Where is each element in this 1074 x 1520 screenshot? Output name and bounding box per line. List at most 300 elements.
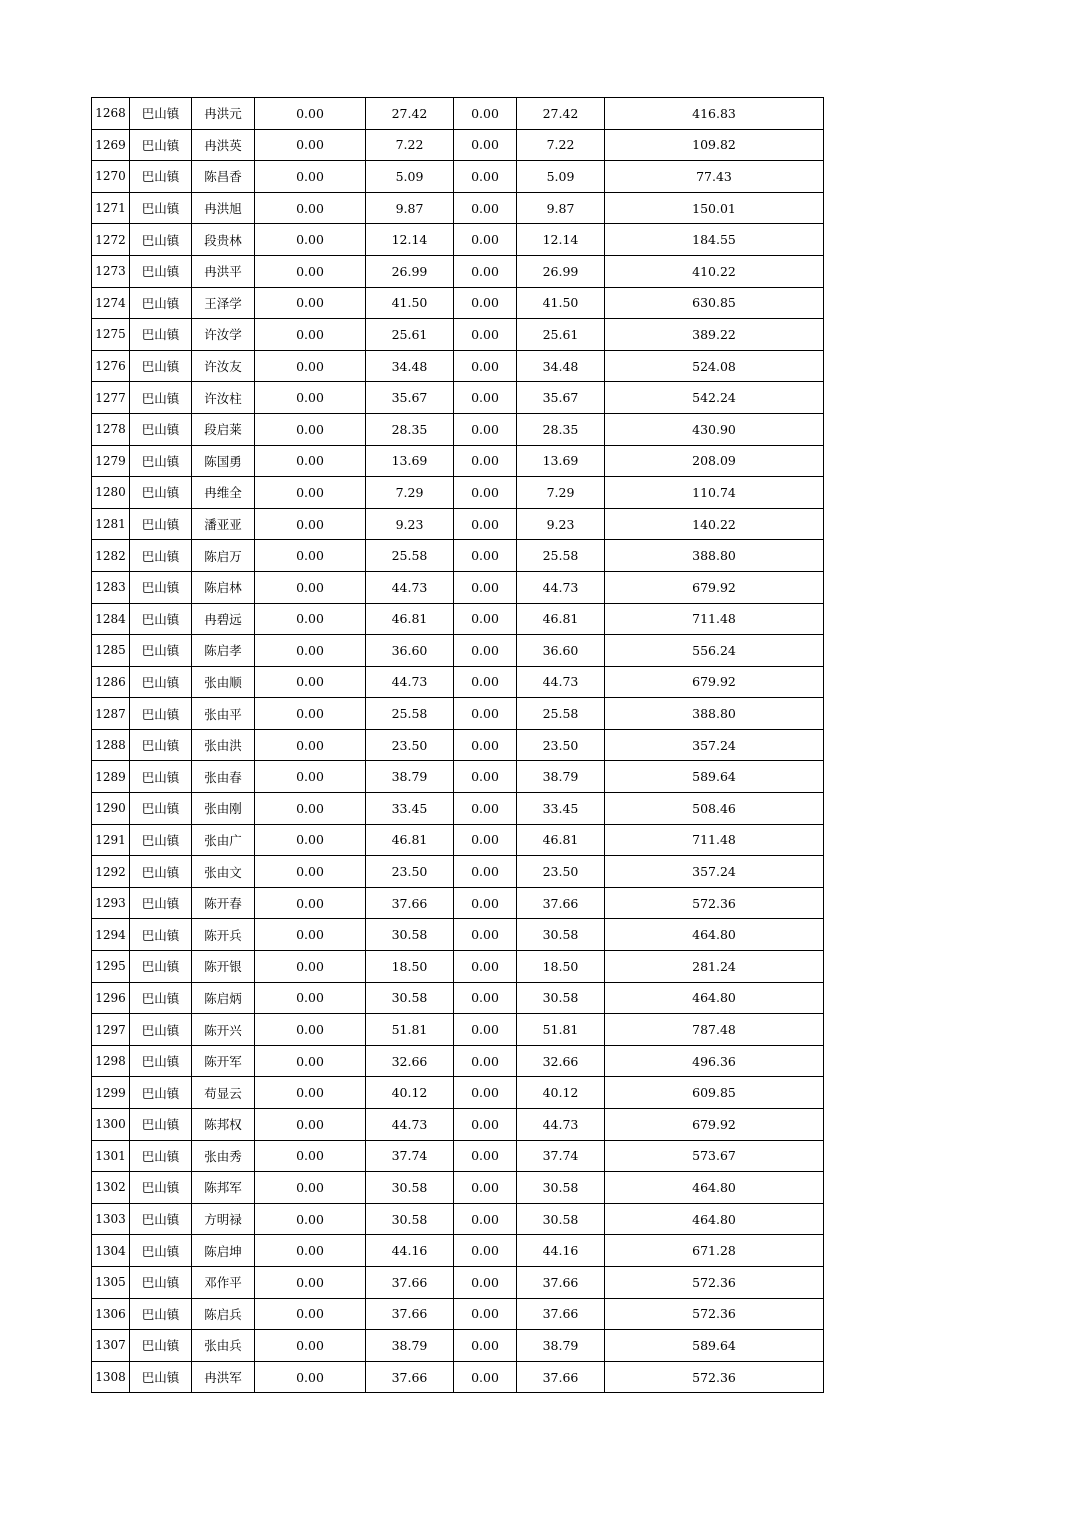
row-number: 1286 [92,666,130,698]
row-number: 1282 [92,540,130,572]
name-cell: 陈启孝 [192,635,255,667]
amount-cell: 464.80 [605,1172,824,1204]
name-cell: 方明禄 [192,1203,255,1235]
table-row [92,1330,824,1362]
name-cell: 张由洪 [192,729,255,761]
value-cell-3: 0.00 [454,413,517,445]
amount-cell: 109.82 [605,129,824,161]
value-cell-4: 18.50 [517,951,605,983]
value-cell-4: 41.50 [517,287,605,319]
value-cell-4: 34.48 [517,350,605,382]
value-cell-1: 0.00 [255,161,366,193]
value-cell-4: 32.66 [517,1045,605,1077]
row-number: 1302 [92,1172,130,1204]
value-cell-2: 32.66 [366,1045,454,1077]
table-row [92,666,824,698]
name-cell: 冉洪平 [192,255,255,287]
amount-cell: 542.24 [605,382,824,414]
row-number: 1277 [92,382,130,414]
value-cell-4: 30.58 [517,1203,605,1235]
name-cell: 冉洪军 [192,1361,255,1393]
value-cell-4: 13.69 [517,445,605,477]
town-cell: 巴山镇 [130,1140,192,1172]
value-cell-2: 9.23 [366,508,454,540]
table-row [92,824,824,856]
amount-cell: 556.24 [605,635,824,667]
value-cell-1: 0.00 [255,856,366,888]
town-cell: 巴山镇 [130,571,192,603]
value-cell-4: 30.58 [517,982,605,1014]
value-cell-1: 0.00 [255,98,366,130]
value-cell-4: 25.61 [517,319,605,351]
value-cell-1: 0.00 [255,1045,366,1077]
value-cell-2: 44.73 [366,571,454,603]
town-cell: 巴山镇 [130,1266,192,1298]
town-cell: 巴山镇 [130,698,192,730]
town-cell: 巴山镇 [130,255,192,287]
name-cell: 冉维全 [192,477,255,509]
value-cell-4: 36.60 [517,635,605,667]
value-cell-2: 46.81 [366,603,454,635]
amount-cell: 416.83 [605,98,824,130]
value-cell-3: 0.00 [454,1077,517,1109]
name-cell: 张由兵 [192,1330,255,1362]
row-number: 1283 [92,571,130,603]
value-cell-3: 0.00 [454,129,517,161]
value-cell-3: 0.00 [454,1235,517,1267]
value-cell-2: 7.29 [366,477,454,509]
table-row [92,1014,824,1046]
value-cell-2: 25.58 [366,540,454,572]
table-row [92,540,824,572]
value-cell-4: 37.66 [517,887,605,919]
name-cell: 张由文 [192,856,255,888]
amount-cell: 589.64 [605,1330,824,1362]
name-cell: 陈国勇 [192,445,255,477]
amount-cell: 464.80 [605,982,824,1014]
value-cell-2: 30.58 [366,982,454,1014]
amount-cell: 630.85 [605,287,824,319]
town-cell: 巴山镇 [130,729,192,761]
table-row [92,129,824,161]
value-cell-1: 0.00 [255,477,366,509]
value-cell-3: 0.00 [454,1361,517,1393]
value-cell-2: 33.45 [366,793,454,825]
table-row [92,255,824,287]
value-cell-1: 0.00 [255,1266,366,1298]
table-row [92,603,824,635]
table-row [92,1266,824,1298]
value-cell-1: 0.00 [255,919,366,951]
value-cell-4: 23.50 [517,729,605,761]
value-cell-3: 0.00 [454,255,517,287]
value-cell-1: 0.00 [255,319,366,351]
name-cell: 张由顺 [192,666,255,698]
table-body [92,98,824,1393]
row-number: 1306 [92,1298,130,1330]
town-cell: 巴山镇 [130,635,192,667]
row-number: 1287 [92,698,130,730]
town-cell: 巴山镇 [130,1235,192,1267]
value-cell-2: 13.69 [366,445,454,477]
table-row [92,1109,824,1141]
row-number: 1279 [92,445,130,477]
town-cell: 巴山镇 [130,477,192,509]
town-cell: 巴山镇 [130,1330,192,1362]
value-cell-4: 40.12 [517,1077,605,1109]
value-cell-3: 0.00 [454,1014,517,1046]
table-row [92,1361,824,1393]
value-cell-2: 30.58 [366,1203,454,1235]
value-cell-3: 0.00 [454,477,517,509]
value-cell-4: 9.87 [517,192,605,224]
value-cell-2: 41.50 [366,287,454,319]
table-row [92,98,824,130]
name-cell: 陈启坤 [192,1235,255,1267]
amount-cell: 496.36 [605,1045,824,1077]
value-cell-3: 0.00 [454,887,517,919]
value-cell-2: 28.35 [366,413,454,445]
amount-cell: 572.36 [605,1298,824,1330]
value-cell-1: 0.00 [255,1109,366,1141]
value-cell-1: 0.00 [255,635,366,667]
value-cell-4: 37.66 [517,1266,605,1298]
amount-cell: 711.48 [605,603,824,635]
row-number: 1301 [92,1140,130,1172]
value-cell-1: 0.00 [255,508,366,540]
town-cell: 巴山镇 [130,413,192,445]
table-row [92,919,824,951]
value-cell-3: 0.00 [454,856,517,888]
value-cell-2: 37.74 [366,1140,454,1172]
value-cell-3: 0.00 [454,824,517,856]
name-cell: 张由秀 [192,1140,255,1172]
town-cell: 巴山镇 [130,1045,192,1077]
town-cell: 巴山镇 [130,98,192,130]
row-number: 1273 [92,255,130,287]
value-cell-2: 40.12 [366,1077,454,1109]
amount-cell: 389.22 [605,319,824,351]
value-cell-2: 30.58 [366,919,454,951]
value-cell-3: 0.00 [454,1172,517,1204]
value-cell-2: 25.61 [366,319,454,351]
name-cell: 陈开春 [192,887,255,919]
town-cell: 巴山镇 [130,382,192,414]
value-cell-1: 0.00 [255,1203,366,1235]
value-cell-1: 0.00 [255,824,366,856]
row-number: 1271 [92,192,130,224]
town-cell: 巴山镇 [130,508,192,540]
row-number: 1276 [92,350,130,382]
town-cell: 巴山镇 [130,445,192,477]
name-cell: 陈昌香 [192,161,255,193]
value-cell-1: 0.00 [255,1077,366,1109]
name-cell: 陈启万 [192,540,255,572]
value-cell-2: 30.58 [366,1172,454,1204]
value-cell-4: 46.81 [517,603,605,635]
value-cell-4: 38.79 [517,761,605,793]
value-cell-4: 25.58 [517,698,605,730]
name-cell: 冉洪英 [192,129,255,161]
value-cell-4: 23.50 [517,856,605,888]
amount-cell: 679.92 [605,1109,824,1141]
value-cell-3: 0.00 [454,508,517,540]
value-cell-4: 35.67 [517,382,605,414]
value-cell-3: 0.00 [454,1140,517,1172]
value-cell-1: 0.00 [255,382,366,414]
value-cell-2: 9.87 [366,192,454,224]
value-cell-4: 33.45 [517,793,605,825]
value-cell-1: 0.00 [255,729,366,761]
table-row [92,571,824,603]
value-cell-4: 44.73 [517,571,605,603]
name-cell: 冉洪元 [192,98,255,130]
value-cell-3: 0.00 [454,98,517,130]
value-cell-2: 37.66 [366,1361,454,1393]
amount-cell: 357.24 [605,729,824,761]
amount-cell: 208.09 [605,445,824,477]
row-number: 1296 [92,982,130,1014]
row-number: 1284 [92,603,130,635]
table-row [92,1045,824,1077]
row-number: 1294 [92,919,130,951]
name-cell: 冉洪旭 [192,192,255,224]
row-number: 1295 [92,951,130,983]
value-cell-3: 0.00 [454,224,517,256]
table-row [92,287,824,319]
name-cell: 邓作平 [192,1266,255,1298]
town-cell: 巴山镇 [130,319,192,351]
value-cell-1: 0.00 [255,603,366,635]
value-cell-3: 0.00 [454,1109,517,1141]
value-cell-2: 35.67 [366,382,454,414]
value-cell-3: 0.00 [454,982,517,1014]
amount-cell: 430.90 [605,413,824,445]
row-number: 1291 [92,824,130,856]
name-cell: 张由刚 [192,793,255,825]
value-cell-3: 0.00 [454,1330,517,1362]
value-cell-4: 46.81 [517,824,605,856]
row-number: 1292 [92,856,130,888]
name-cell: 陈开兵 [192,919,255,951]
amount-cell: 281.24 [605,951,824,983]
amount-cell: 787.48 [605,1014,824,1046]
table-row [92,635,824,667]
town-cell: 巴山镇 [130,224,192,256]
value-cell-4: 30.58 [517,1172,605,1204]
row-number: 1274 [92,287,130,319]
name-cell: 陈开军 [192,1045,255,1077]
value-cell-3: 0.00 [454,1266,517,1298]
table-row [92,1235,824,1267]
value-cell-3: 0.00 [454,350,517,382]
name-cell: 张由春 [192,761,255,793]
value-cell-1: 0.00 [255,350,366,382]
row-number: 1285 [92,635,130,667]
town-cell: 巴山镇 [130,856,192,888]
name-cell: 许汝学 [192,319,255,351]
value-cell-2: 44.73 [366,1109,454,1141]
table-row [92,224,824,256]
value-cell-2: 25.58 [366,698,454,730]
value-cell-1: 0.00 [255,951,366,983]
row-number: 1293 [92,887,130,919]
value-cell-2: 27.42 [366,98,454,130]
value-cell-1: 0.00 [255,1140,366,1172]
value-cell-4: 27.42 [517,98,605,130]
amount-cell: 388.80 [605,540,824,572]
table-row [92,192,824,224]
value-cell-1: 0.00 [255,887,366,919]
town-cell: 巴山镇 [130,982,192,1014]
name-cell: 陈启兵 [192,1298,255,1330]
town-cell: 巴山镇 [130,666,192,698]
value-cell-1: 0.00 [255,698,366,730]
table-row [92,1172,824,1204]
value-cell-1: 0.00 [255,1172,366,1204]
town-cell: 巴山镇 [130,1172,192,1204]
town-cell: 巴山镇 [130,129,192,161]
value-cell-4: 7.22 [517,129,605,161]
row-number: 1308 [92,1361,130,1393]
amount-cell: 679.92 [605,571,824,603]
amount-cell: 572.36 [605,887,824,919]
amount-cell: 572.36 [605,1266,824,1298]
amount-cell: 184.55 [605,224,824,256]
value-cell-1: 0.00 [255,1361,366,1393]
value-cell-3: 0.00 [454,540,517,572]
value-cell-4: 37.66 [517,1298,605,1330]
table-row [92,445,824,477]
town-cell: 巴山镇 [130,1014,192,1046]
value-cell-1: 0.00 [255,982,366,1014]
value-cell-2: 38.79 [366,761,454,793]
amount-cell: 357.24 [605,856,824,888]
amount-cell: 589.64 [605,761,824,793]
value-cell-2: 44.16 [366,1235,454,1267]
row-number: 1304 [92,1235,130,1267]
town-cell: 巴山镇 [130,192,192,224]
value-cell-2: 23.50 [366,856,454,888]
value-cell-2: 23.50 [366,729,454,761]
name-cell: 许汝友 [192,350,255,382]
table-row [92,350,824,382]
value-cell-2: 37.66 [366,1298,454,1330]
table-row [92,477,824,509]
town-cell: 巴山镇 [130,287,192,319]
table-row [92,508,824,540]
value-cell-2: 12.14 [366,224,454,256]
value-cell-4: 30.58 [517,919,605,951]
row-number: 1272 [92,224,130,256]
table-row [92,1077,824,1109]
town-cell: 巴山镇 [130,793,192,825]
name-cell: 陈启林 [192,571,255,603]
value-cell-1: 0.00 [255,571,366,603]
value-cell-2: 5.09 [366,161,454,193]
town-cell: 巴山镇 [130,761,192,793]
row-number: 1281 [92,508,130,540]
value-cell-3: 0.00 [454,571,517,603]
amount-cell: 110.74 [605,477,824,509]
value-cell-1: 0.00 [255,287,366,319]
value-cell-4: 38.79 [517,1330,605,1362]
value-cell-3: 0.00 [454,1045,517,1077]
town-cell: 巴山镇 [130,824,192,856]
value-cell-3: 0.00 [454,287,517,319]
value-cell-3: 0.00 [454,698,517,730]
name-cell: 苟显云 [192,1077,255,1109]
row-number: 1268 [92,98,130,130]
value-cell-4: 26.99 [517,255,605,287]
value-cell-1: 0.00 [255,445,366,477]
row-number: 1299 [92,1077,130,1109]
table-row [92,698,824,730]
table-row [92,1140,824,1172]
amount-cell: 609.85 [605,1077,824,1109]
town-cell: 巴山镇 [130,1077,192,1109]
value-cell-3: 0.00 [454,761,517,793]
row-number: 1270 [92,161,130,193]
amount-cell: 410.22 [605,255,824,287]
row-number: 1278 [92,413,130,445]
data-table [91,97,824,1393]
name-cell: 陈开银 [192,951,255,983]
row-number: 1297 [92,1014,130,1046]
value-cell-1: 0.00 [255,1330,366,1362]
name-cell: 冉碧远 [192,603,255,635]
name-cell: 陈开兴 [192,1014,255,1046]
value-cell-2: 37.66 [366,1266,454,1298]
value-cell-1: 0.00 [255,255,366,287]
table-row [92,382,824,414]
amount-cell: 388.80 [605,698,824,730]
value-cell-4: 44.73 [517,1109,605,1141]
amount-cell: 573.67 [605,1140,824,1172]
value-cell-3: 0.00 [454,951,517,983]
amount-cell: 711.48 [605,824,824,856]
value-cell-1: 0.00 [255,666,366,698]
value-cell-2: 37.66 [366,887,454,919]
value-cell-1: 0.00 [255,192,366,224]
row-number: 1288 [92,729,130,761]
value-cell-3: 0.00 [454,445,517,477]
value-cell-4: 44.73 [517,666,605,698]
value-cell-3: 0.00 [454,666,517,698]
table-row [92,729,824,761]
table-row [92,1203,824,1235]
town-cell: 巴山镇 [130,1298,192,1330]
value-cell-4: 28.35 [517,413,605,445]
value-cell-2: 46.81 [366,824,454,856]
town-cell: 巴山镇 [130,161,192,193]
value-cell-1: 0.00 [255,1298,366,1330]
town-cell: 巴山镇 [130,1361,192,1393]
name-cell: 许汝柱 [192,382,255,414]
table-row [92,887,824,919]
value-cell-4: 51.81 [517,1014,605,1046]
value-cell-3: 0.00 [454,319,517,351]
value-cell-3: 0.00 [454,192,517,224]
amount-cell: 464.80 [605,919,824,951]
name-cell: 陈启炳 [192,982,255,1014]
value-cell-1: 0.00 [255,413,366,445]
name-cell: 陈邦军 [192,1172,255,1204]
name-cell: 张由平 [192,698,255,730]
row-number: 1305 [92,1266,130,1298]
name-cell: 段启莱 [192,413,255,445]
row-number: 1303 [92,1203,130,1235]
